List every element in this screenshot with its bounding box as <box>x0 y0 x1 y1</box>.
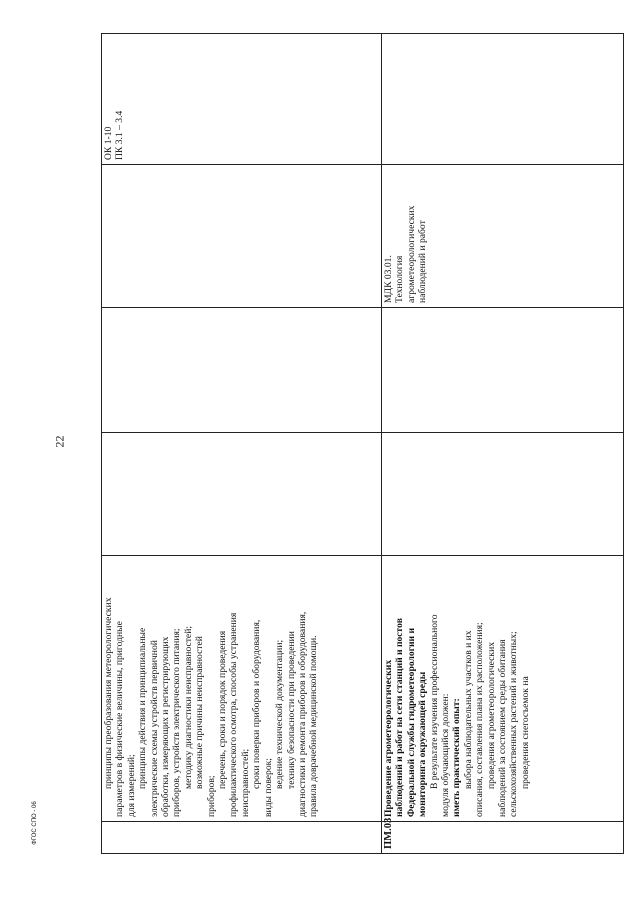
content-line: электрические схемы устройств первичной <box>148 640 160 817</box>
competency-codes-cell <box>382 34 624 165</box>
content-line: для измерений; <box>125 754 137 817</box>
content-line: технику безопасности при проведении <box>285 631 297 789</box>
content-line: приборов, устройств электрического питания; <box>171 628 183 817</box>
discipline-cell <box>102 165 382 308</box>
content-line: иметь практический опыт: <box>451 698 463 817</box>
table-row <box>382 34 624 854</box>
content-line: сроки поверки приборов и оборудования, <box>251 619 263 789</box>
competency-code: ПК 3.1 – 3.4 <box>114 110 126 160</box>
table-row <box>102 34 382 854</box>
content-line: возможные причины неисправностей <box>194 636 206 789</box>
competency-codes-cell <box>102 34 382 165</box>
discipline-line: агрометеорологических <box>405 205 417 303</box>
content-line: обработки, измеряющих и регистрирующих <box>160 636 172 817</box>
discipline-line: наблюдений и работ <box>417 220 429 303</box>
content-line: сельскохозяйственных растений и животных; <box>508 631 520 817</box>
content-line: приборов; <box>205 775 217 817</box>
content-line: выбора наблюдательных участков и их <box>462 630 474 789</box>
content-line: Федеральной службы гидрометеорологии и <box>405 627 417 817</box>
hours-max-cell <box>102 433 382 556</box>
content-line: виды поверок; <box>262 758 274 817</box>
module-code-cell <box>382 817 624 854</box>
content-line: Проведение агрометеорологических <box>383 659 394 817</box>
content-line: принципы действия и принципиальные <box>137 627 149 789</box>
content-line: В результате изучения профессионального <box>428 614 440 789</box>
content-line: неисправностей; <box>239 748 251 817</box>
hours-required-cell <box>382 308 624 433</box>
competency-table <box>101 33 624 854</box>
footer-mark: ФГОС СПО - 06 <box>32 801 38 845</box>
content-line: мониторинга окружающей среды <box>417 671 429 817</box>
hours-required-cell <box>102 308 382 433</box>
content-line: проведения снегосъемок на <box>519 676 531 789</box>
discipline-line: Технология <box>394 255 406 303</box>
content-line: наблюдений и работ на сети станций и постов <box>394 618 406 817</box>
discipline-line: МДК 03.01. <box>383 255 394 303</box>
content-line: перечень, сроки и порядок проведения <box>217 630 229 789</box>
module-code-cell <box>102 822 382 854</box>
discipline-cell <box>382 165 624 308</box>
content-line: наблюдений за состоянием среды обитания <box>497 639 509 817</box>
module-content-cell <box>382 556 624 822</box>
content-line: принципы преобразования метеорологических <box>103 597 114 789</box>
content-line: модуля обучающийся должен: <box>440 693 452 817</box>
content-line: правила доврачебной медицинской помощи. <box>308 635 320 817</box>
content-line: ведение технической документации; <box>274 639 286 789</box>
page-number: 22 <box>52 435 67 448</box>
content-line: проведения агрометеорологических <box>485 641 497 789</box>
content-line: описания, составления плана их расположения; <box>474 622 486 817</box>
table-body <box>102 34 624 854</box>
content-line: параметров в физические величины, пригодные <box>114 621 126 817</box>
content-line: диагностики и ремонта приборов и оборудования, <box>296 611 308 817</box>
module-code: ПМ.03 <box>383 817 394 849</box>
competency-code: ОК 1-10 <box>103 126 114 160</box>
content-line: методику диагностики неисправностей; <box>182 626 194 789</box>
hours-max-cell <box>382 433 624 556</box>
module-content-cell <box>102 556 382 822</box>
content-line: профилактического осмотра, способы устранения <box>228 612 240 817</box>
